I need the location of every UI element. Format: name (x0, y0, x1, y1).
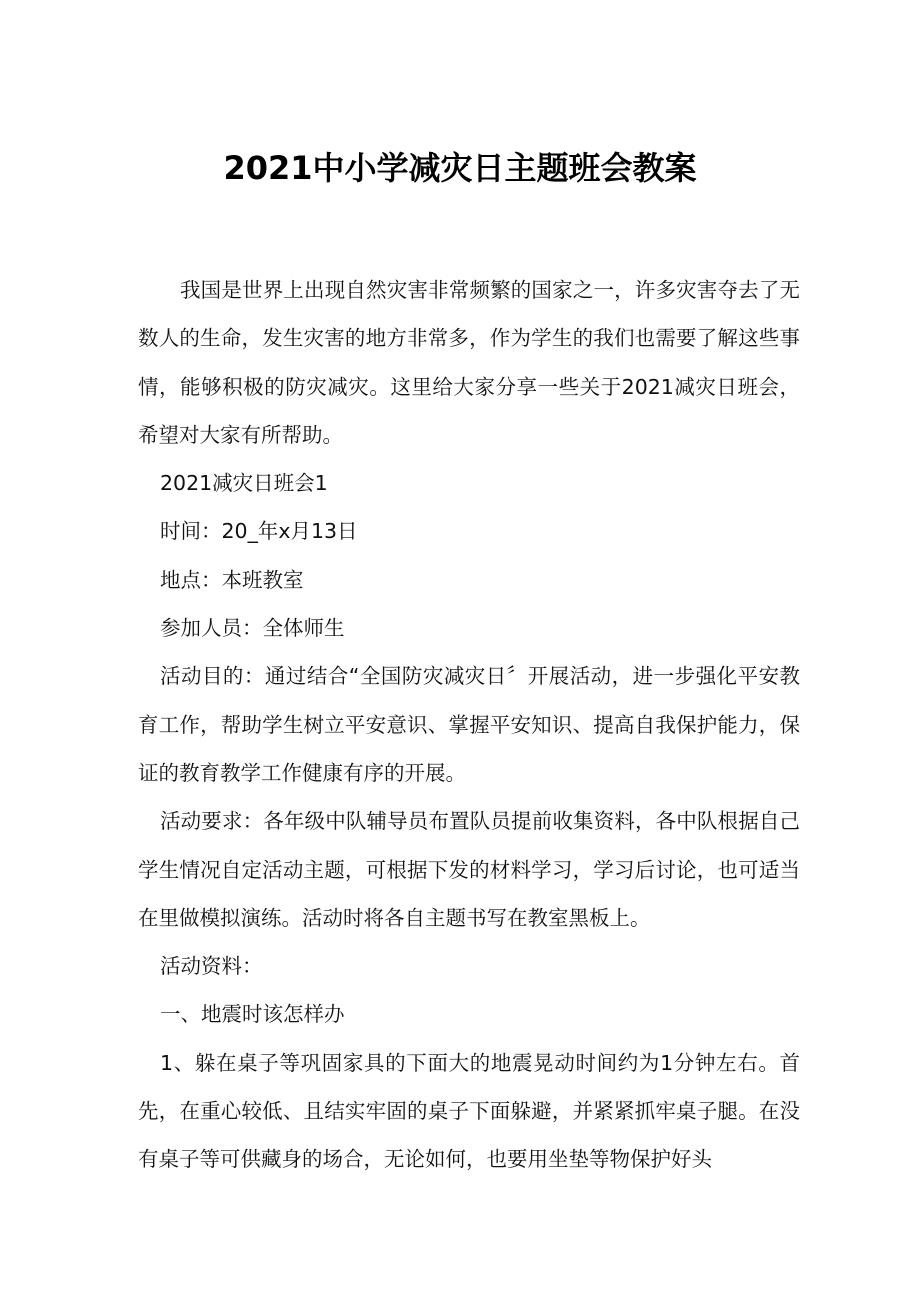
earthquake-heading: 一、地震时该怎样办 (160, 1002, 345, 1027)
earthquake-tip-paragraph: 1、躲在桌子等巩固家具的下面大的地震晃动时间约为1分钟左右。首先，在重心较低、且结实牢固的桌子下面躲避，并紧紧抓牢桌子腿。在没有桌子等可供藏身的场合，无论如何，也要用坐垫等物保护好头 (138, 1050, 800, 1172)
section-heading: 2021减灾日班会1 (160, 471, 328, 496)
purpose-paragraph: 活动目的：通过结合“全国防灾减灾日〞开展活动，进一步强化平安教育工作，帮助学生树立平安意识、掌握平安知识、提高自我保护能力，保证的教育教学工作健康有序的开展。 (138, 664, 800, 785)
document-title: 2021中小学减灾日主题班会教案 (223, 149, 697, 187)
document-body (138, 266, 800, 1184)
location-line: 地点：本班教室 (160, 567, 304, 592)
materials-heading: 活动资料： (160, 954, 263, 979)
requirements-paragraph: 活动要求：各年级中队辅导员布置队员提前收集资料，各中队根据自己学生情况自定活动主题，可根据下发的材料学习，学习后讨论，也可适当在里做模拟演练。活动时将各自主题书写在教室黑板上。 (138, 809, 800, 930)
intro-paragraph: 我国是世界上出现自然灾害非常频繁的国家之一，许多灾害夺去了无数人的生命，发生灾害的地方非常多，作为学生的我们也需要了解这些事情，能够积极的防灾减灾。这里给大家分享一些关于2021减灾日班会，希望对大家有所帮助。 (138, 278, 800, 447)
participants-line: 参加人员：全体师生 (160, 616, 345, 641)
time-line: 时间：20_年x月13日 (160, 519, 358, 544)
